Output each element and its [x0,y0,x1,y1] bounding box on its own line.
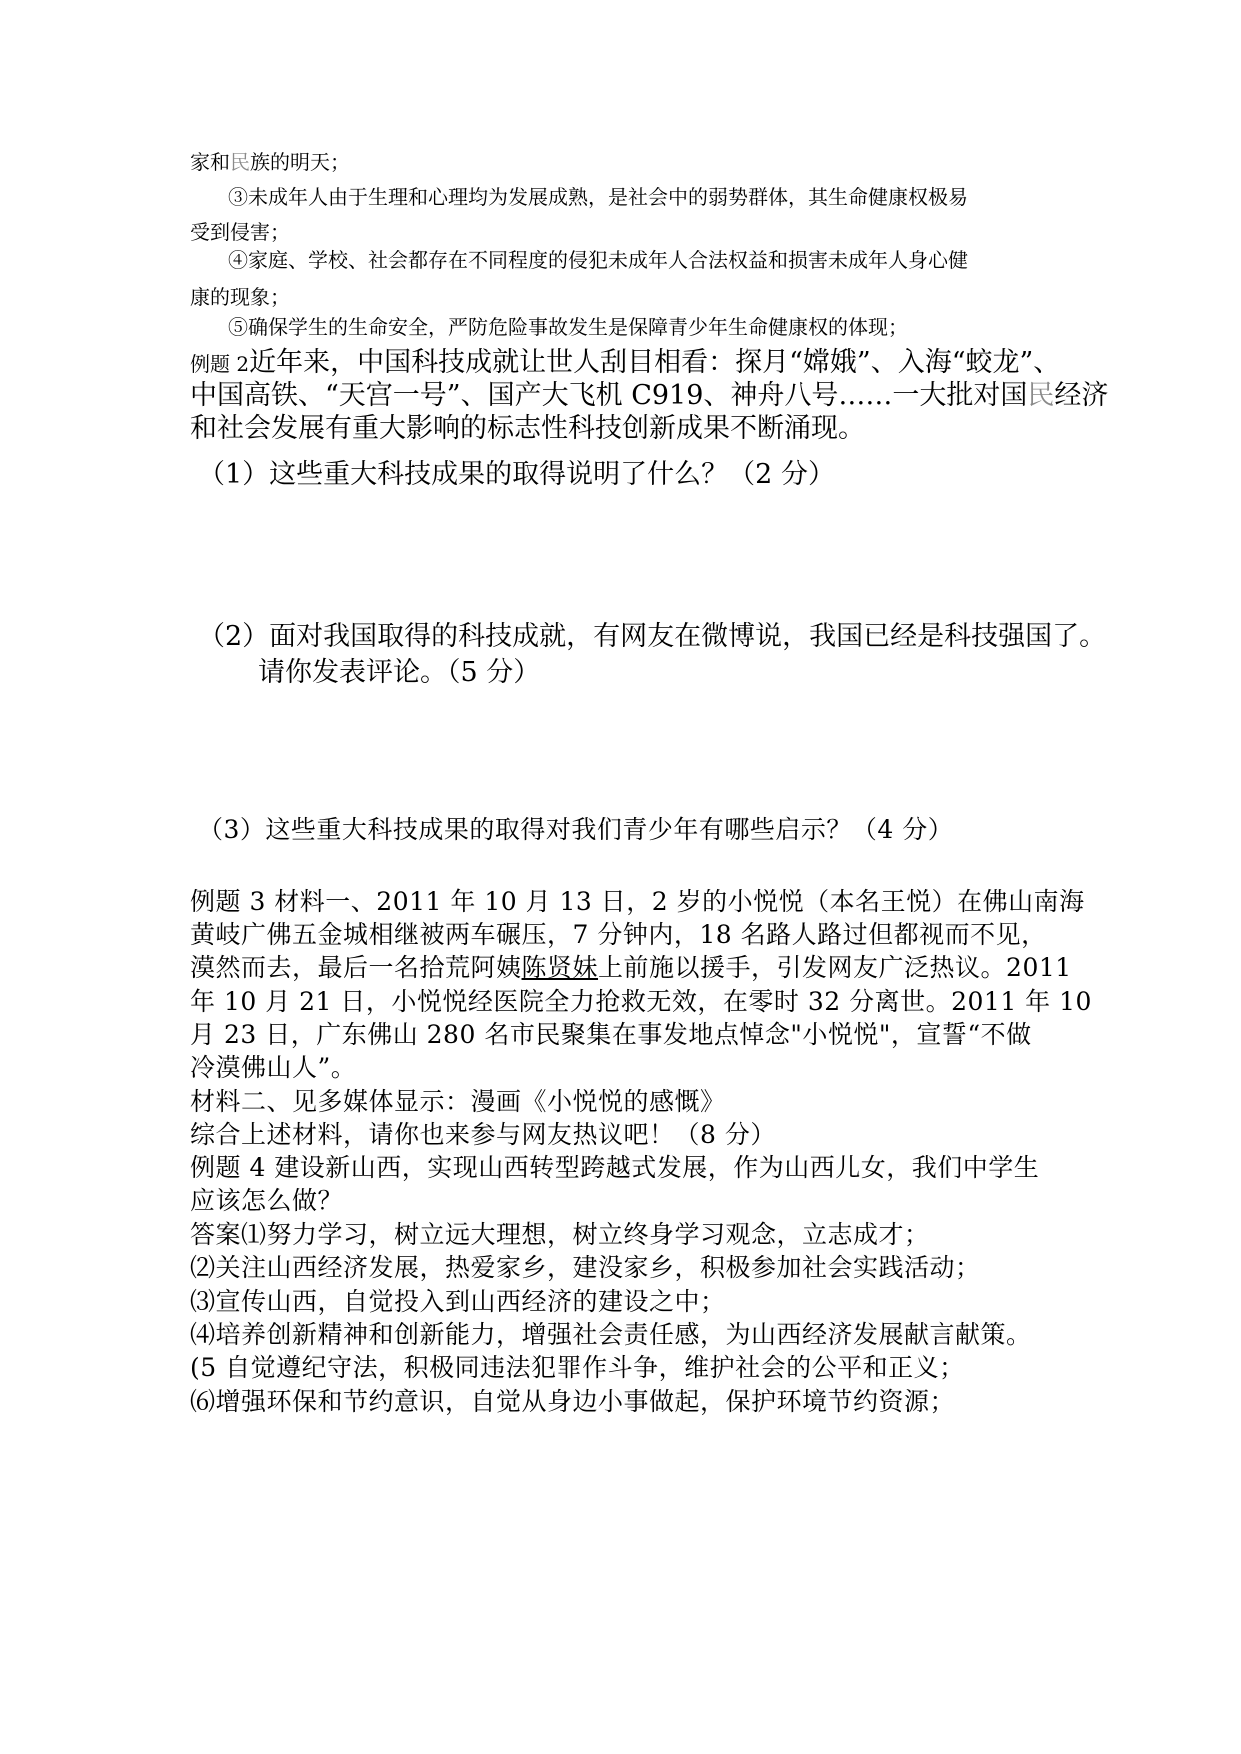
example3-line1: 例题 3 材料一、2011 年 10 月 13 日，2 岁的小悦悦（本名王悦）在佛山南海 [190,887,1085,916]
answer-line-1: 答案⑴努力学习，树立远大理想，树立终身学习观念，立志成才； [190,1220,930,1249]
answer-line-5: (5 自觉遵纪守法，积极同违法犯罪作斗争，维护社会的公平和正义； [190,1353,965,1382]
example3-line8: 综合上述材料，请你也来参与网友热议吧！（8 分） [190,1120,776,1149]
example2-question3: （3）这些重大科技成果的取得对我们青少年有哪些启示？（4 分） [198,815,954,844]
answer-line-4: ⑷培养创新精神和创新能力，增强社会责任感，为山西经济发展献言献策。 [190,1320,1032,1349]
example3-line3: 漠然而去，最后一名拾荒阿姨陈贤妹上前施以援手，引发网友广泛热议。2011 [190,953,1072,982]
item-3-line1: ③未成年人由于生理和心理均为发展成熟，是社会中的弱势群体，其生命健康权极易 [228,185,968,209]
example2-question2-line2: 请你发表评论。（5 分） [258,657,541,688]
item-3-line2: 受到侵害； [190,220,290,244]
answer-line-2: ⑵关注山西经济发展，热爱家乡，建没家乡，积极参加社会实践活动； [190,1253,981,1282]
item-4-line2: 康的现象； [190,285,290,309]
example2-question1: （1）这些重大科技成果的取得说明了什么？（2 分） [198,459,835,490]
example2-line3: 和社会发展有重大影响的标志性科技创新成果不断涌现。 [190,413,865,444]
example2-line2: 中国高铁、“天宫一号”、国产大飞机 C919、神舟八号……一大批对国民经济 [190,380,1109,411]
example3-line4: 年 10 月 21 日，小悦悦经医院全力抢救无效，在零时 32 分离世。2011 年 10 [190,987,1092,1016]
example3-line6: 冷漠佛山人”。 [190,1053,357,1082]
answer-line-3: ⑶宣传山西，自觉投入到山西经济的建设之中； [190,1287,726,1316]
item-5-line1: ⑤确保学生的生命安全，严防危险事故发生是保障青少年生命健康权的体现； [228,315,908,339]
example3-line2: 黄岐广佛五金城相继被两车碾压，7 分钟内，18 名路人路过但都视而不见， [190,920,1047,949]
top-fragment: 家和民族的明天； [190,150,350,174]
example3-line7: 材料二、见多媒体显示：漫画《小悦悦的感慨》 [190,1087,726,1116]
example2-question2-line1: （2）面对我国取得的科技成就，有网友在微博说，我国已经是科技强国了。 [198,621,1107,652]
answer-line-6: ⑹增强环保和节约意识，自觉从身边小事做起，保护环境节约资源； [190,1387,956,1416]
example4-line1: 例题 4 建设新山西，实现山西转型跨越式发展，作为山西儿女，我们中学生 [190,1153,1040,1182]
example3-line5: 月 23 日，广东佛山 280 名市民聚集在事发地点悼念"小悦悦"，宣誓“不做 [190,1020,1032,1049]
example2-line1: 例题 2近年来，中国科技成就让世人刮目相看：探月“嫦娥”、入海“蛟龙”、 [190,347,1061,378]
example4-line2: 应该怎么做？ [190,1186,344,1215]
item-4-line1: ④家庭、学校、社会都存在不同程度的侵犯未成年人合法权益和损害未成年人身心健 [228,248,968,272]
